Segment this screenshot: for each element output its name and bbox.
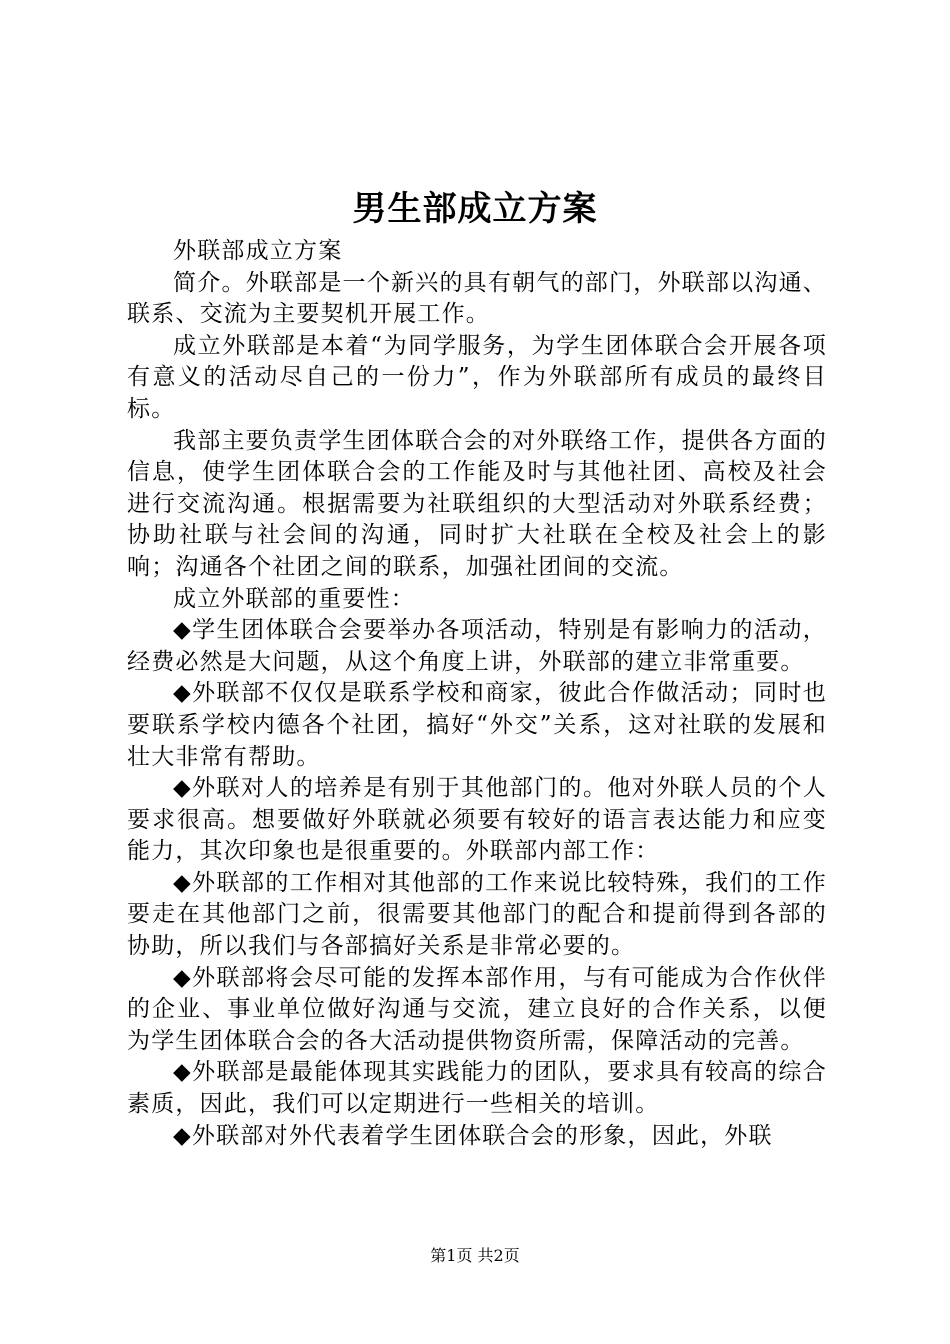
page-footer: 第1页 共2页 — [430, 1246, 520, 1265]
paragraph: 简介。外联部是一个新兴的具有朝气的部门，外联部以沟通、联系、交流为主要契机开展工作。 — [127, 269, 827, 328]
paragraph: 外联部成立方案 — [173, 238, 343, 264]
paragraph: ◆外联部是最能体现其实践能力的团队，要求具有较高的综合素质，因此，我们可以定期进行一些相关的培训。 — [127, 1059, 827, 1118]
paragraph: ◆外联部将会尽可能的发挥本部作用，与有可能成为合作伙伴的企业、事业单位做好沟通与交流，建立良好的合作关系，以便为学生团体联合会的各大活动提供物资所需，保障活动的完善。 — [127, 964, 827, 1054]
paragraph: 成立外联部的重要性： — [173, 585, 415, 612]
document-body — [127, 236, 827, 1152]
paragraph: 成立外联部是本着“为同学服务，为学生团体联合会开展各项有意义的活动尽自己的一份力”，作为外联部所有成员的最终目标。 — [127, 332, 827, 422]
paragraph: 我部主要负责学生团体联合会的对外联络工作，提供各方面的信息，使学生团体联合会的工作能及时与其他社团、高校及社会进行交流沟通。根据需要为社联组织的大型活动对外联系经费；协助社联与社会间的沟通，同时扩大社联在全校及社会上的影响；沟通各个社团之间的联系，加强社团间的交流。 — [127, 427, 827, 580]
document-title: 男生部成立方案 — [352, 189, 598, 229]
paragraph: ◆学生团体联合会要举办各项活动，特别是有影响力的活动，经费必然是大问题，从这个角度上讲，外联部的建立非常重要。 — [127, 617, 827, 675]
paragraph: ◆外联部的工作相对其他部的工作来说比较特殊，我们的工作要走在其他部门之前，很需要其他部门的配合和提前得到各部的协助，所以我们与各部搞好关系是非常必要的。 — [127, 869, 827, 960]
paragraph: ◆外联部对外代表着学生团体联合会的形象，因此，外联 — [173, 1122, 773, 1149]
paragraph: ◆外联部不仅仅是联系学校和商家，彼此合作做活动；同时也要联系学校内德各个社团，搞好“外交”关系，这对社联的发展和壮大非常有帮助。 — [127, 680, 827, 770]
paragraph: ◆外联对人的培养是有别于其他部门的。他对外联人员的个人要求很高。想要做好外联就必须要有较好的语言表达能力和应变能力，其次印象也是很重要的。外联部内部工作： — [127, 775, 827, 865]
